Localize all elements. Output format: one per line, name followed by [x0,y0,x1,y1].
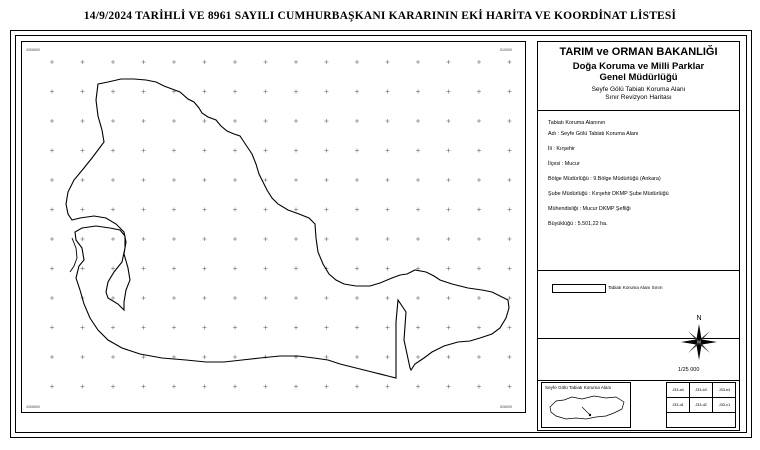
grid-cross [386,208,390,212]
grid-cross [142,208,146,212]
grid-cross [386,296,390,300]
grid-cross [294,296,298,300]
protected-area-boundary [66,79,509,378]
grid-cross [447,149,451,153]
grid-cross [233,119,237,123]
grid-cross [325,296,329,300]
grid-cross [203,326,207,330]
grid-cross [508,237,512,241]
grid-cross [355,119,359,123]
grid-cross [355,296,359,300]
grid-cross [508,355,512,359]
grid-cross [50,385,54,389]
grid-cross [325,60,329,64]
grid-cross [50,267,54,271]
grid-cross [508,326,512,330]
grid-cross [447,60,451,64]
grid-cross [264,296,268,300]
grid-cross [386,237,390,241]
grid-cross [50,90,54,94]
grid-cross [477,90,481,94]
grid-cross [81,267,85,271]
grid-cross [355,208,359,212]
grid-cross [172,60,176,64]
grid-cross [203,119,207,123]
grid-cross [111,149,115,153]
location-inset [541,382,631,428]
sheet-cell: J33-d2 [690,398,713,413]
grid-cross [233,267,237,271]
grid-cross [203,296,207,300]
grid-cross [233,149,237,153]
grid-cross [111,326,115,330]
grid-cross [294,326,298,330]
grid-cross [142,90,146,94]
grid-cross [447,385,451,389]
grid-cross [386,326,390,330]
grid-cross [81,178,85,182]
grid-cross [294,385,298,389]
grid-cross [416,355,420,359]
info-province: İli : Kırşehir [548,146,575,152]
grid-cross [111,355,115,359]
grid-cross [355,90,359,94]
ministry-name: TARIM ve ORMAN BAKANLIĞI [559,46,718,58]
sheet-cell: J33-c1 [713,398,736,413]
grid-cross [294,178,298,182]
grid-cross [386,267,390,271]
grid-cross [50,237,54,241]
grid-cross [294,237,298,241]
grid-cross [203,90,207,94]
grid-cross [172,237,176,241]
index-section [538,380,739,431]
grid-cross [81,119,85,123]
grid-cross [416,178,420,182]
grid-cross [111,296,115,300]
grid-cross [50,296,54,300]
grid-cross [477,326,481,330]
grid-cross [508,90,512,94]
grid-cross [447,90,451,94]
document-title: 14/9/2024 TARİHLİ VE 8961 SAYILI CUMHURBAŞKANI KARARININ EKİ HARİTA VE KOORDİNAT LİSTESİ [83,10,677,22]
grid-cross [416,326,420,330]
grid-cross [203,267,207,271]
grid-cross [477,178,481,182]
info-district: İlçesi : Mucur [548,161,580,167]
grid-cross [172,149,176,153]
grid-cross [233,296,237,300]
grid-cross [50,326,54,330]
grid-cross [50,208,54,212]
grid-crosses [50,60,512,389]
grid-cross [416,385,420,389]
grid-cross [142,237,146,241]
grid-cross [111,208,115,212]
grid-cross [233,355,237,359]
grid-cross [233,178,237,182]
grid-cross [325,237,329,241]
grid-cross [355,355,359,359]
sheet-index [666,382,736,428]
grid-cross [172,119,176,123]
grid-cross [477,119,481,123]
grid-cross [386,119,390,123]
grid-cross [142,326,146,330]
grid-cross [233,60,237,64]
grid-cross [447,119,451,123]
grid-cross [81,355,85,359]
grid-cross [416,90,420,94]
north-label: N [696,315,702,322]
grid-cross [447,355,451,359]
grid-cross [172,178,176,182]
grid-cross [50,60,54,64]
info-heading: Tabiatı Koruma Alanının [548,120,606,126]
grid-cross [111,237,115,241]
grid-cross [294,90,298,94]
scale-label: 1/25 000 [678,367,700,373]
grid-cross [477,385,481,389]
map-subtitle [538,86,739,102]
grid-cross [81,60,85,64]
map-subtitle-line2: Sınır Revizyon Haritası [605,94,672,101]
grid-cross [477,237,481,241]
grid-cross [264,178,268,182]
grid-cross [355,237,359,241]
grid-cross [81,149,85,153]
grid-cross [508,178,512,182]
grid-cross [447,296,451,300]
grid-cross [264,237,268,241]
grid-cross [233,326,237,330]
grid-cross [355,326,359,330]
grid-cross [81,326,85,330]
legend-boundary-label: Tabiatı Koruma Alanı Sınırı [608,285,663,290]
grid-cross [325,208,329,212]
corner-coord-label: 4306500 [26,405,40,409]
grid-cross [50,149,54,153]
grid-cross [355,385,359,389]
grid-cross [325,119,329,123]
grid-cross [355,178,359,182]
info-area: Büyüklüğü : 5.501,22 ha. [548,221,608,227]
area-info [538,110,739,271]
grid-cross [386,149,390,153]
grid-cross [508,385,512,389]
grid-cross [111,385,115,389]
sheet-cell: J33-b4 [713,383,736,398]
grid-cross [172,267,176,271]
grid-cross [386,90,390,94]
grid-cross [264,326,268,330]
grid-cross [142,355,146,359]
map-subtitle-line1: Seyfe Gölü Tabiatı Koruma Alanı [591,86,686,93]
grid-cross [81,385,85,389]
grid-cross [477,267,481,271]
grid-cross [294,60,298,64]
grid-cross [447,178,451,182]
grid-cross [386,60,390,64]
grid-cross [264,90,268,94]
grid-cross [508,296,512,300]
grid-cross [111,267,115,271]
grid-cross [81,237,85,241]
grid-cross [233,208,237,212]
info-regional: Bölge Müdürlüğü : 9.Bölge Müdürlüğü (Ankara) [548,176,661,182]
grid-cross [233,385,237,389]
grid-cross [416,296,420,300]
grid-cross [172,296,176,300]
grid-cross [203,355,207,359]
grid-cross [111,90,115,94]
grid-cross [477,60,481,64]
info-chiefdom: Mühendisliği : Mucur DKMP Şefliği [548,206,631,212]
grid-cross [447,237,451,241]
info-branch: Şube Müdürlüğü : Kırşehir DKMP Şube Müdürlüğü [548,191,669,197]
grid-cross [142,385,146,389]
legend-boundary-swatch [552,284,606,293]
grid-cross [111,119,115,123]
grid-cross [264,149,268,153]
grid-cross [111,178,115,182]
grid-cross [264,385,268,389]
sheet-cell: J33-b3 [690,383,713,398]
grid-cross [508,208,512,212]
corner-coord-label: 4306500 [26,48,40,52]
grid-cross [447,208,451,212]
grid-cross [50,355,54,359]
grid-cross [386,178,390,182]
grid-cross [264,267,268,271]
grid-cross [203,60,207,64]
grid-cross [294,149,298,153]
grid-cross [508,60,512,64]
info-name: Adı : Seyfe Gölü Tabiatı Koruma Alanı [548,131,639,137]
grid-cross [325,385,329,389]
grid-cross [203,149,207,153]
grid-cross [416,237,420,241]
grid-cross [325,355,329,359]
grid-cross [81,208,85,212]
grid-cross [264,60,268,64]
grid-cross [325,178,329,182]
grid-cross [142,178,146,182]
grid-cross [386,355,390,359]
grid-cross [172,326,176,330]
grid-cross [477,208,481,212]
grid-cross [142,149,146,153]
map-area[interactable] [21,41,526,413]
grid-cross [508,149,512,153]
corner-coord-label: 510000 [500,48,512,52]
corner-coord-label: 526000 [500,405,512,409]
grid-cross [294,119,298,123]
title-header [538,42,739,111]
grid-cross [477,355,481,359]
grid-cross [508,267,512,271]
grid-cross [447,326,451,330]
grid-cross [111,60,115,64]
grid-cross [50,178,54,182]
grid-cross [203,237,207,241]
grid-cross [416,119,420,123]
grid-cross [447,267,451,271]
grid-cross [203,178,207,182]
sheet-cell: J33-d1 [667,398,690,413]
grid-cross [233,237,237,241]
grid-cross [355,267,359,271]
grid-cross [264,208,268,212]
grid-cross [355,60,359,64]
grid-cross [203,385,207,389]
grid-cross [386,385,390,389]
grid-cross [294,267,298,271]
grid-cross [355,149,359,153]
grid-cross [416,149,420,153]
grid-cross [325,90,329,94]
inset-title: Seyfe Gölü Tabiatı Koruma Alanı [545,385,612,390]
grid-cross [325,326,329,330]
grid-cross [142,119,146,123]
grid-cross [416,60,420,64]
sheet-cell: J33-a4 [667,383,690,398]
grid-cross [172,385,176,389]
grid-cross [477,149,481,153]
turkey-outline-icon [542,383,630,427]
department-name-line1: Doğa Koruma ve Milli Parklar [572,61,705,72]
grid-cross [294,208,298,212]
grid-cross [172,208,176,212]
grid-cross [508,119,512,123]
grid-cross [81,90,85,94]
map-canvas[interactable] [22,42,525,412]
shore-detail-west [70,238,77,272]
grid-cross [142,296,146,300]
grid-cross [142,60,146,64]
grid-cross [416,208,420,212]
title-panel [537,41,740,431]
grid-cross [264,119,268,123]
grid-cross [233,90,237,94]
grid-cross [50,119,54,123]
department-name-line2: Genel Müdürlüğü [599,72,678,83]
grid-cross [325,149,329,153]
grid-cross [142,267,146,271]
grid-cross [477,296,481,300]
grid-cross [203,208,207,212]
